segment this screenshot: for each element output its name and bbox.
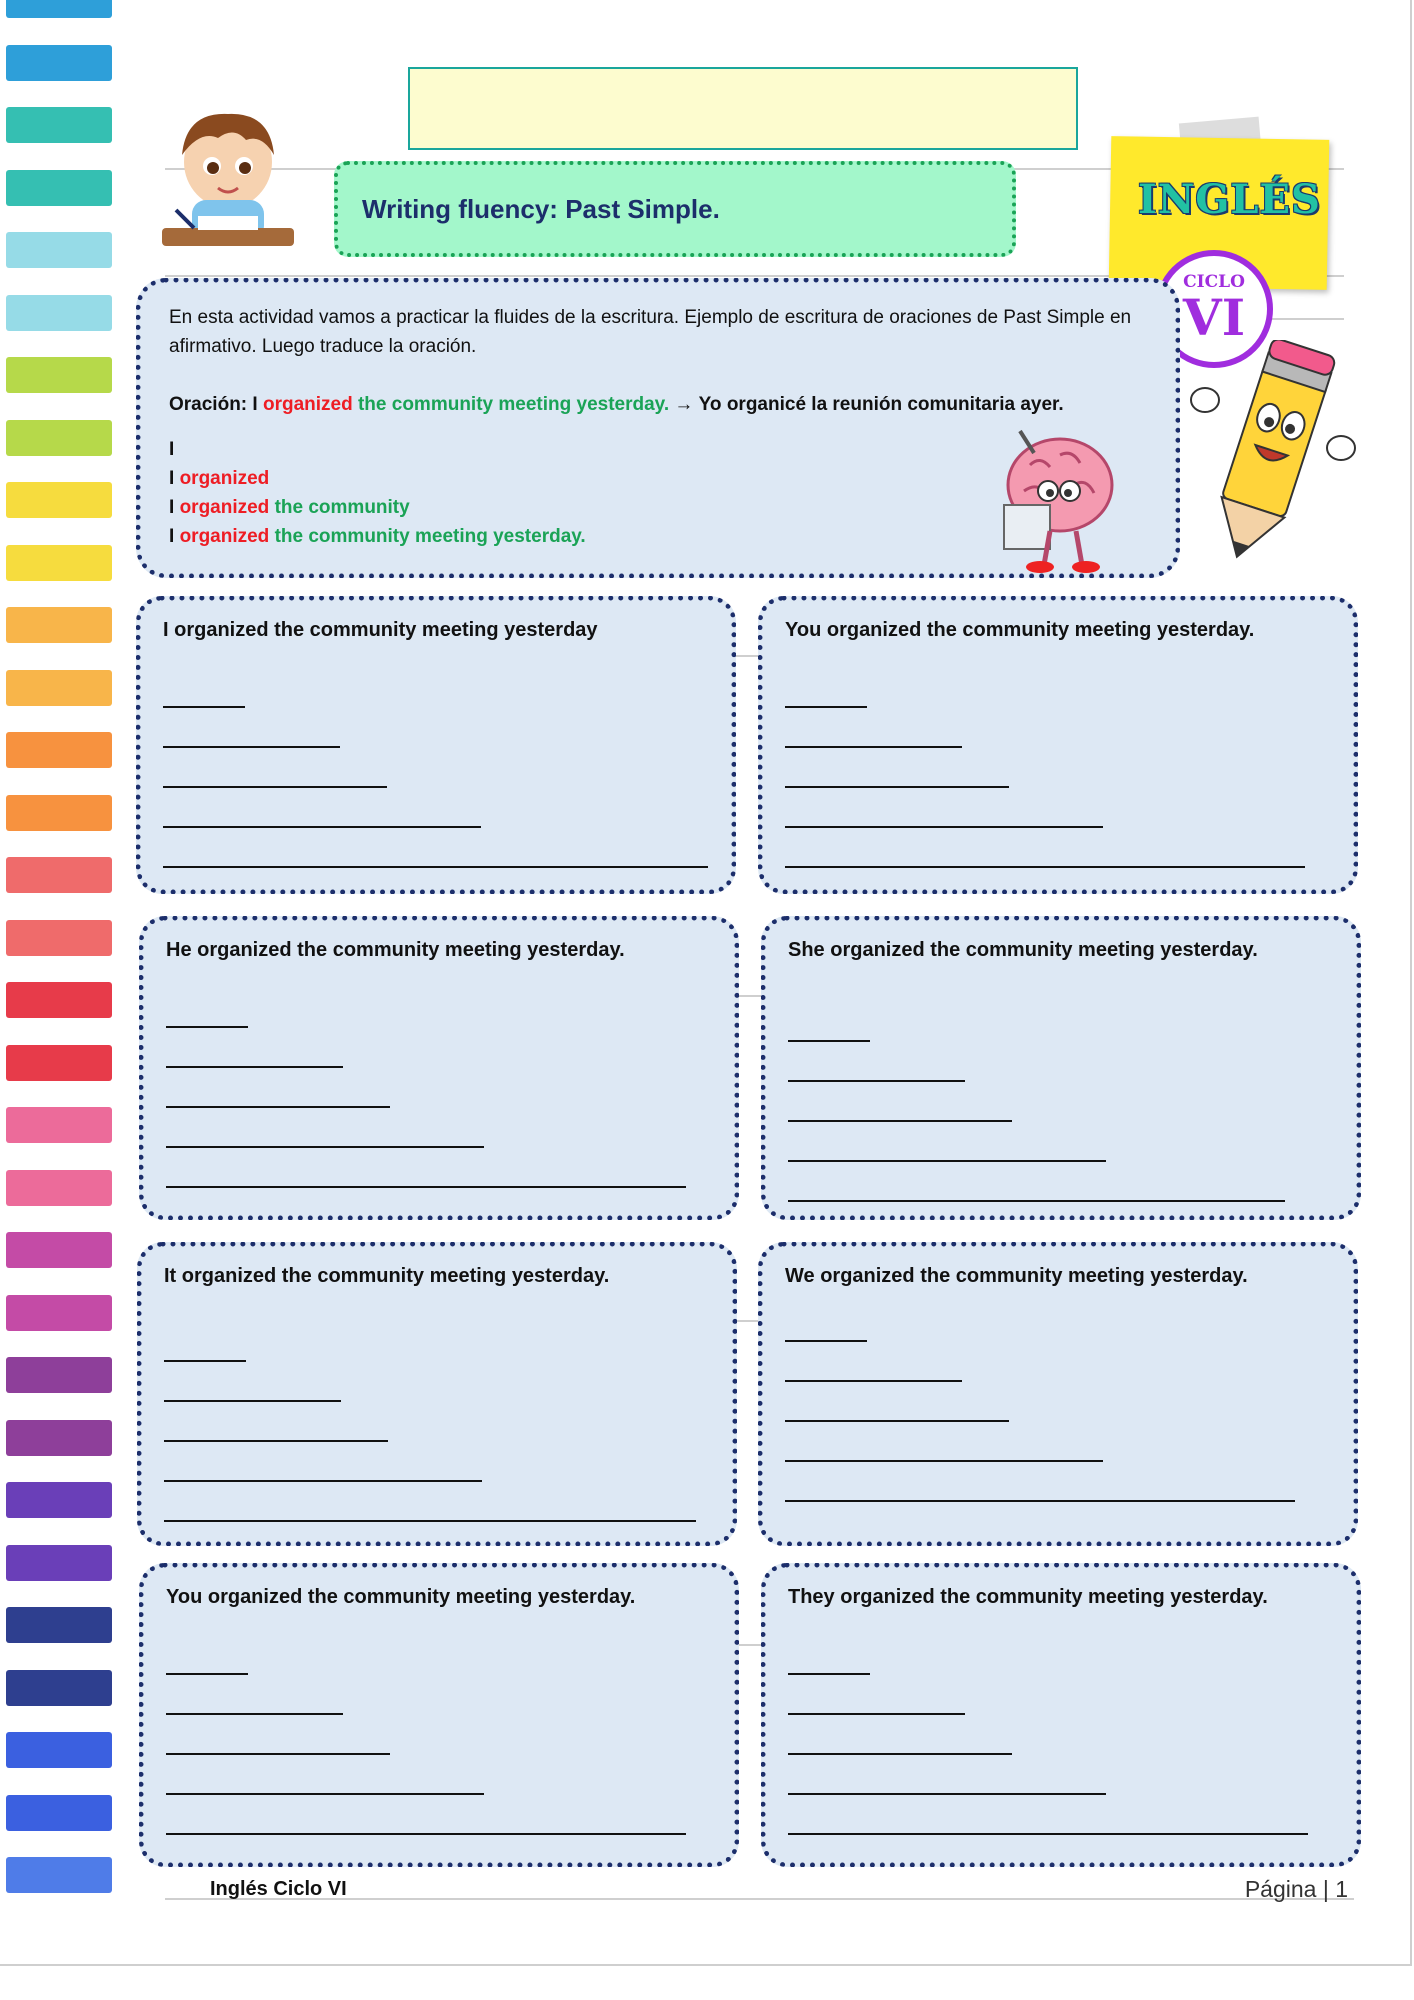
footer-course: Inglés Ciclo VI bbox=[210, 1878, 347, 1900]
writing-lines bbox=[785, 1302, 1331, 1502]
card-sentence: We organized the community meeting yesterday. bbox=[785, 1265, 1248, 1287]
writing-lines bbox=[788, 1635, 1334, 1835]
color-stripe bbox=[6, 482, 112, 518]
writing-lines bbox=[164, 1322, 710, 1522]
step-2: I organized bbox=[169, 468, 270, 489]
writing-line[interactable] bbox=[788, 1715, 1012, 1755]
cycle-label: CICLO bbox=[1183, 272, 1245, 292]
cycle-number: VI bbox=[1182, 288, 1246, 347]
color-stripe bbox=[6, 357, 112, 393]
writing-lines bbox=[163, 668, 709, 868]
student-writing-illustration bbox=[158, 100, 298, 260]
color-stripe bbox=[6, 1545, 112, 1581]
writing-lines bbox=[788, 1002, 1334, 1202]
writing-line[interactable] bbox=[166, 1028, 343, 1068]
color-stripe bbox=[6, 1670, 112, 1706]
writing-line[interactable] bbox=[166, 1635, 248, 1675]
color-stripe bbox=[6, 732, 112, 768]
writing-line[interactable] bbox=[788, 1122, 1106, 1162]
color-stripe bbox=[6, 1357, 112, 1393]
color-stripe bbox=[6, 0, 112, 18]
practice-card bbox=[758, 1242, 1358, 1546]
color-stripe bbox=[6, 1857, 112, 1893]
practice-card bbox=[761, 1563, 1361, 1867]
card-sentence: I organized the community meeting yesterday bbox=[163, 619, 598, 641]
color-stripe bbox=[6, 982, 112, 1018]
writing-line[interactable] bbox=[166, 1068, 390, 1108]
writing-line[interactable] bbox=[164, 1402, 388, 1442]
writing-line[interactable] bbox=[166, 1148, 686, 1188]
color-stripe bbox=[6, 607, 112, 643]
step-3: I organized the community bbox=[169, 497, 410, 518]
color-stripe bbox=[6, 420, 112, 456]
practice-card bbox=[139, 1563, 739, 1867]
color-stripe bbox=[6, 232, 112, 268]
color-stripe bbox=[6, 795, 112, 831]
writing-line[interactable] bbox=[166, 988, 248, 1028]
writing-line[interactable] bbox=[166, 1675, 343, 1715]
step-4: I organized the community meeting yesterday. bbox=[169, 526, 586, 547]
example-translation: Yo organicé la reunión comunitaria ayer. bbox=[698, 394, 1064, 415]
writing-line[interactable] bbox=[785, 1302, 867, 1342]
writing-line[interactable] bbox=[788, 1755, 1106, 1795]
writing-line[interactable] bbox=[166, 1715, 390, 1755]
writing-line[interactable] bbox=[788, 1002, 870, 1042]
writing-lines bbox=[166, 988, 712, 1188]
card-sentence: You organized the community meeting yesterday. bbox=[166, 1586, 636, 1608]
color-stripe bbox=[6, 920, 112, 956]
writing-line[interactable] bbox=[163, 668, 245, 708]
color-stripe bbox=[6, 1232, 112, 1268]
writing-line[interactable] bbox=[788, 1042, 965, 1082]
practice-card bbox=[137, 1242, 737, 1546]
writing-line[interactable] bbox=[163, 828, 708, 868]
card-sentence: You organized the community meeting yesterday. bbox=[785, 619, 1255, 641]
worksheet-title-box bbox=[334, 161, 1016, 257]
writing-line[interactable] bbox=[785, 1342, 962, 1382]
pencil-mascot-illustration bbox=[1175, 340, 1365, 570]
card-sentence: They organized the community meeting yesterday. bbox=[788, 1586, 1268, 1608]
writing-line[interactable] bbox=[785, 1462, 1295, 1502]
writing-line[interactable] bbox=[788, 1082, 1012, 1122]
practice-card bbox=[136, 596, 736, 894]
color-stripe bbox=[6, 545, 112, 581]
page-number: Página | 1 bbox=[1244, 1876, 1348, 1902]
color-stripe bbox=[6, 857, 112, 893]
color-stripe bbox=[6, 1295, 112, 1331]
example-object: the community meeting yesterday. bbox=[357, 394, 670, 415]
example-verb: organized bbox=[262, 394, 353, 415]
writing-line[interactable] bbox=[788, 1675, 965, 1715]
color-stripe bbox=[6, 1732, 112, 1768]
name-field[interactable] bbox=[408, 67, 1078, 150]
color-stripe bbox=[6, 1795, 112, 1831]
example-label: Oración: bbox=[169, 394, 248, 415]
example-sentence bbox=[169, 390, 1147, 419]
subject-badge: INGLÉS bbox=[1138, 176, 1321, 223]
color-stripe bbox=[6, 1420, 112, 1456]
writing-line[interactable] bbox=[788, 1795, 1308, 1835]
writing-line[interactable] bbox=[164, 1362, 341, 1402]
writing-line[interactable] bbox=[788, 1162, 1285, 1202]
color-stripes bbox=[0, 0, 120, 2000]
color-stripe bbox=[6, 1107, 112, 1143]
color-stripe bbox=[6, 295, 112, 331]
practice-card bbox=[139, 916, 739, 1220]
arrow-icon: → bbox=[674, 394, 694, 415]
practice-card bbox=[758, 596, 1358, 894]
color-stripe bbox=[6, 1045, 112, 1081]
writing-line[interactable] bbox=[785, 708, 962, 748]
writing-line[interactable] bbox=[785, 828, 1305, 868]
writing-line[interactable] bbox=[785, 1382, 1009, 1422]
writing-line[interactable] bbox=[164, 1442, 482, 1482]
writing-line[interactable] bbox=[785, 788, 1103, 828]
writing-line[interactable] bbox=[166, 1795, 686, 1835]
writing-line[interactable] bbox=[785, 1422, 1103, 1462]
color-stripe bbox=[6, 1170, 112, 1206]
writing-line[interactable] bbox=[166, 1108, 484, 1148]
step-1: I bbox=[169, 439, 175, 460]
worksheet-title: Writing fluency: Past Simple. bbox=[362, 193, 720, 224]
writing-line[interactable] bbox=[164, 1322, 246, 1362]
instructions-text: En esta actividad vamos a practicar la fluides de la escritura. Ejemplo de escritura de oraciones de Past Simple en afirmativo. Luego traduce la oración. bbox=[169, 307, 1132, 357]
color-stripe bbox=[6, 1482, 112, 1518]
card-sentence: She organized the community meeting yesterday. bbox=[788, 939, 1258, 961]
color-stripe bbox=[6, 1607, 112, 1643]
writing-line[interactable] bbox=[163, 708, 340, 748]
card-sentence: He organized the community meeting yesterday. bbox=[166, 939, 625, 961]
writing-line[interactable] bbox=[163, 788, 481, 828]
color-stripe bbox=[6, 170, 112, 206]
example-subject: I bbox=[252, 394, 258, 415]
writing-line[interactable] bbox=[785, 748, 1009, 788]
writing-line[interactable] bbox=[163, 748, 387, 788]
writing-line[interactable] bbox=[164, 1482, 696, 1522]
writing-line[interactable] bbox=[166, 1755, 484, 1795]
color-stripe bbox=[6, 45, 112, 81]
writing-line[interactable] bbox=[788, 1635, 870, 1675]
card-sentence: It organized the community meeting yesterday. bbox=[164, 1265, 610, 1287]
color-stripe bbox=[6, 670, 112, 706]
brain-thinking-illustration bbox=[990, 425, 1120, 575]
writing-line[interactable] bbox=[785, 668, 867, 708]
writing-lines bbox=[166, 1635, 712, 1835]
practice-card bbox=[761, 916, 1361, 1220]
writing-lines bbox=[785, 668, 1331, 868]
color-stripe bbox=[6, 107, 112, 143]
